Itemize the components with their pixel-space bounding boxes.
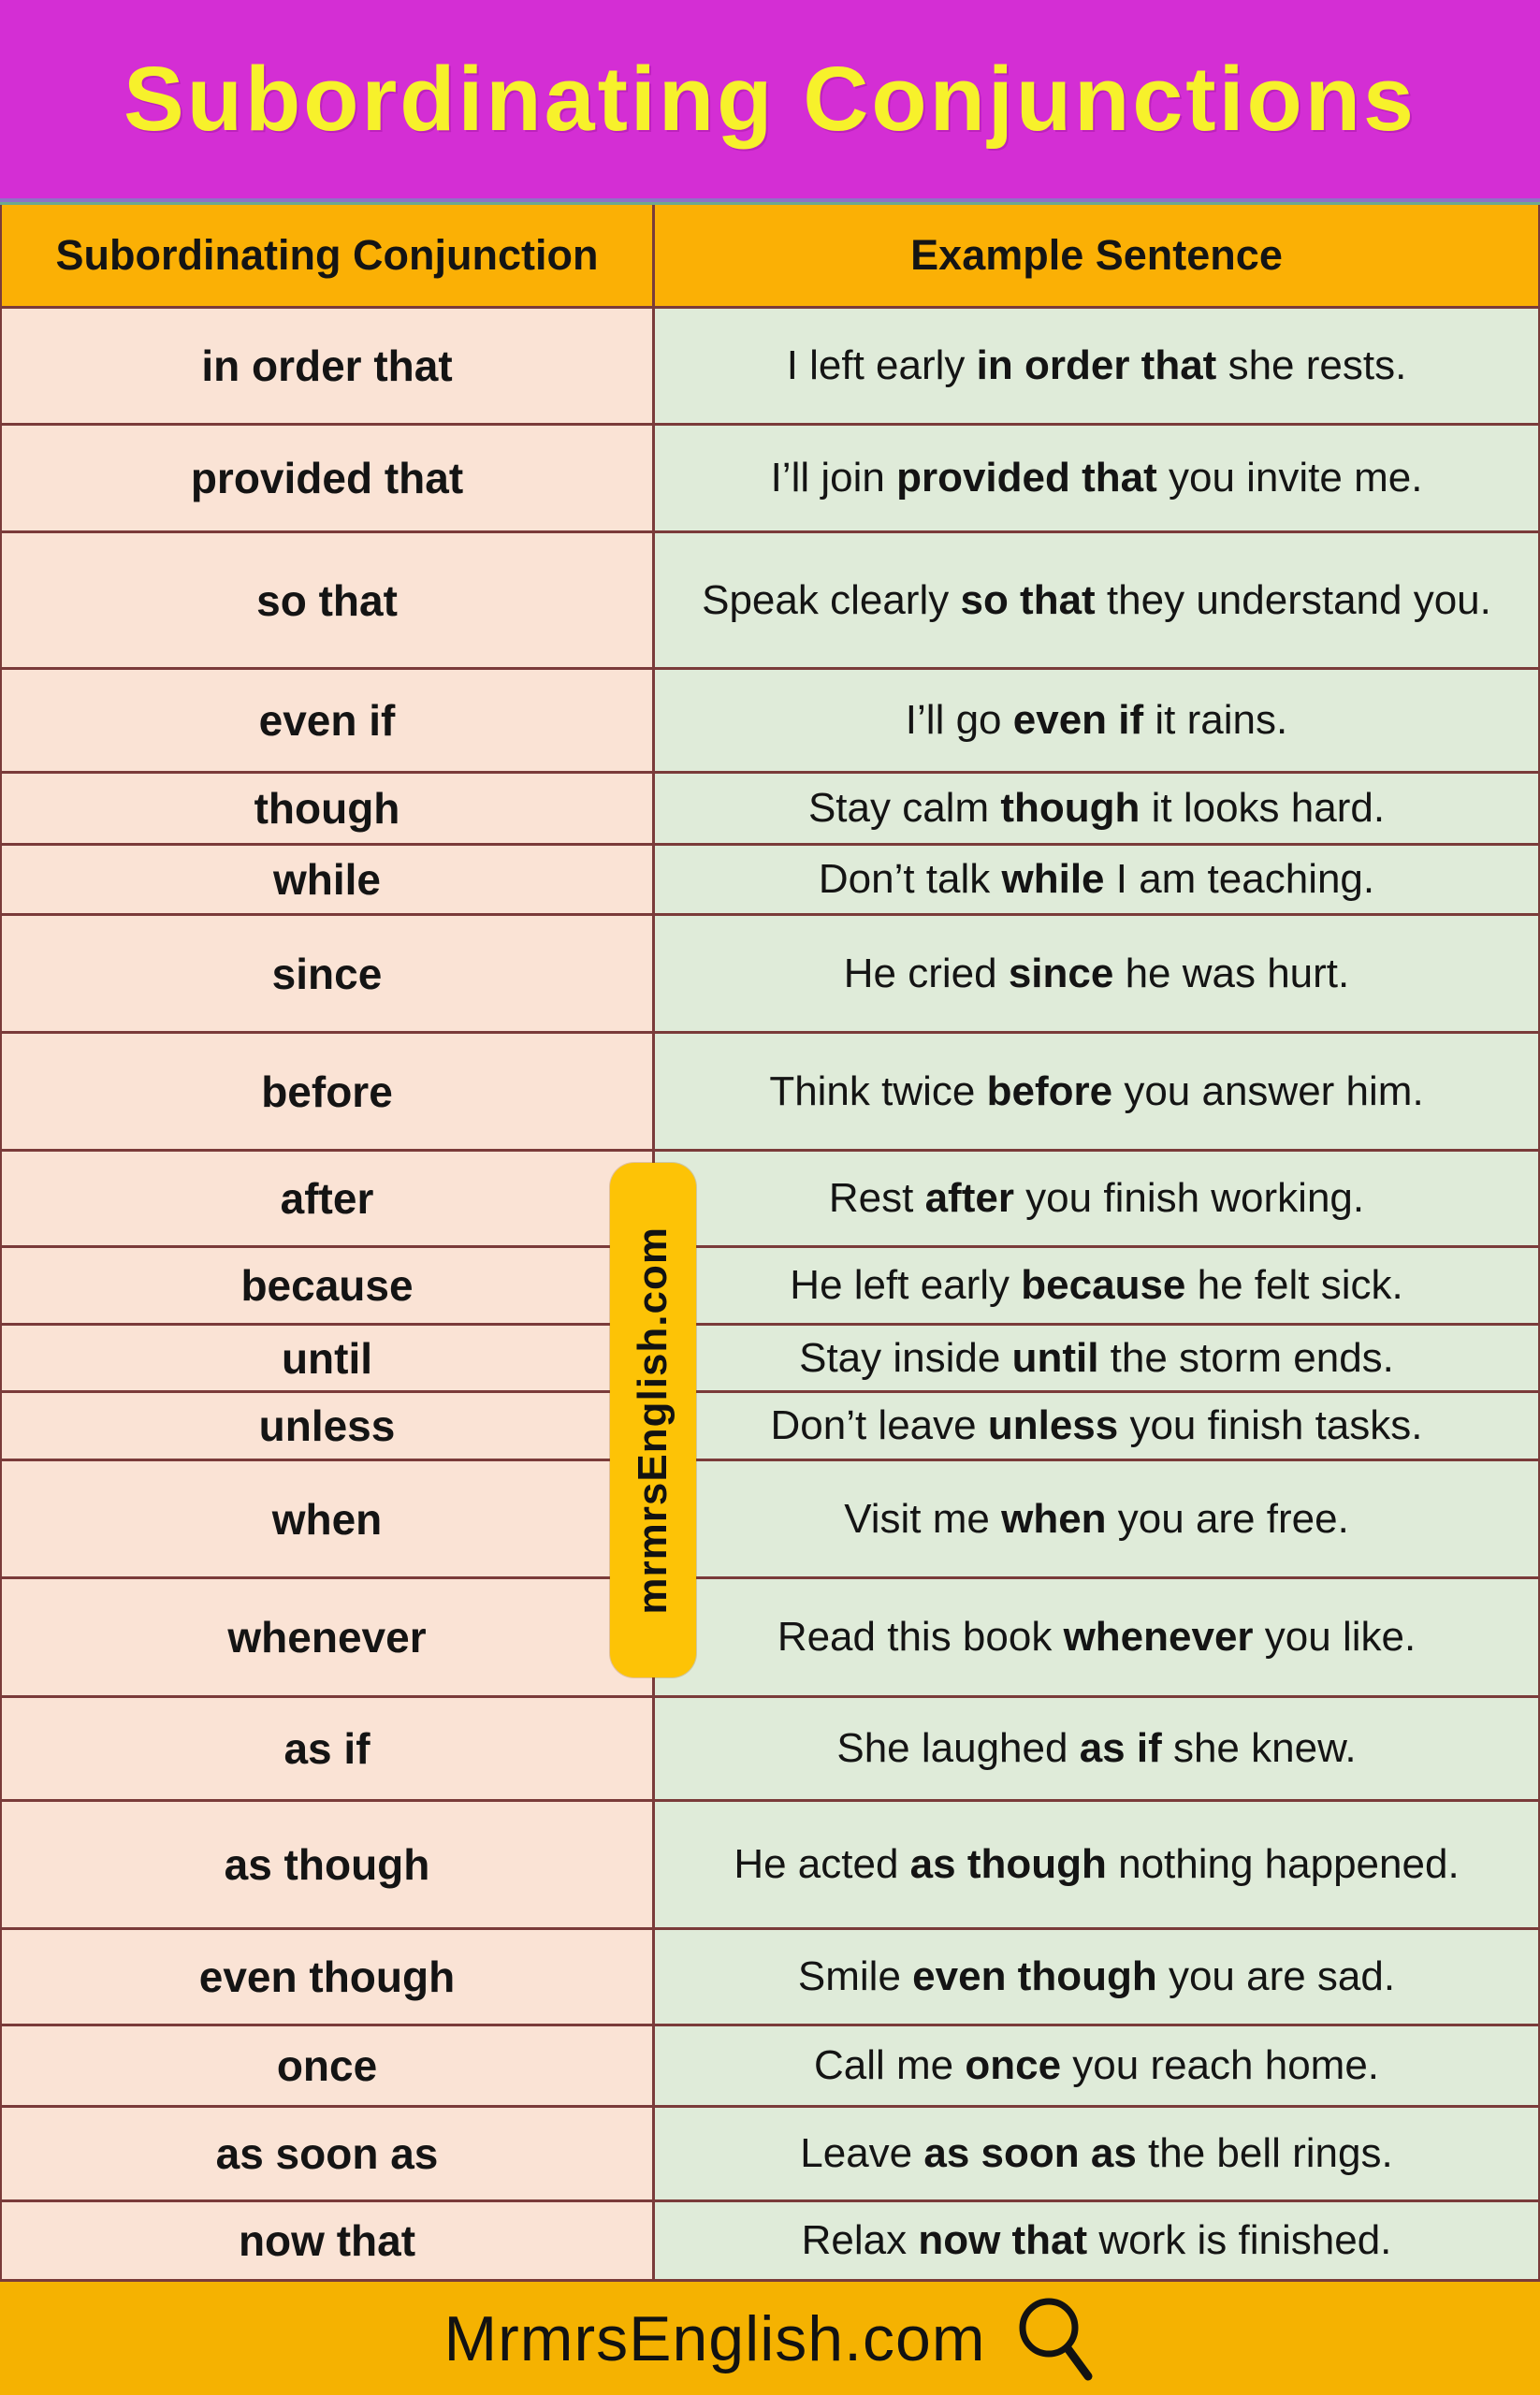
conjunction-cell bbox=[2, 1579, 655, 1695]
example-cell bbox=[655, 1248, 1538, 1323]
conjunction-label: as soon as bbox=[215, 2129, 439, 2178]
table-row bbox=[2, 2202, 1538, 2282]
title-banner bbox=[0, 0, 1540, 198]
header-example: Example Sentence bbox=[910, 231, 1283, 279]
search-icon bbox=[1013, 2294, 1096, 2384]
conjunction-label: when bbox=[271, 1494, 383, 1544]
conjunction-label: while bbox=[272, 855, 382, 904]
example-sentence: I left early in order that she rests. bbox=[786, 342, 1407, 389]
example-sentence: I’ll go even if it rains. bbox=[905, 697, 1288, 744]
table-row bbox=[2, 1393, 1538, 1461]
example-cell bbox=[655, 2202, 1538, 2279]
example-cell bbox=[655, 309, 1538, 423]
footer-site-label: MrmrsEnglish.com bbox=[443, 2302, 986, 2374]
table-row bbox=[2, 426, 1538, 533]
example-sentence: He left early because he felt sick. bbox=[790, 1262, 1403, 1309]
conjunction-cell bbox=[2, 1461, 655, 1576]
table-row bbox=[2, 1461, 1538, 1579]
conjunction-cell bbox=[2, 916, 655, 1031]
example-cell bbox=[655, 1152, 1538, 1245]
table-row bbox=[2, 1930, 1538, 2026]
header-conjunction: Subordinating Conjunction bbox=[2, 205, 655, 306]
example-cell bbox=[655, 1930, 1538, 2024]
conjunction-label: as though bbox=[224, 1840, 430, 1889]
example-sentence: Rest after you finish working. bbox=[828, 1175, 1365, 1222]
example-cell bbox=[655, 774, 1538, 843]
table-row bbox=[2, 533, 1538, 670]
watermark-badge bbox=[610, 1163, 696, 1677]
example-sentence: Relax now that work is finished. bbox=[801, 2217, 1392, 2264]
example-cell bbox=[655, 1579, 1538, 1695]
table-row bbox=[2, 916, 1538, 1034]
example-cell bbox=[655, 846, 1538, 913]
conjunction-label: even if bbox=[258, 696, 396, 745]
conjunction-cell bbox=[2, 1152, 655, 1245]
table-row bbox=[2, 2108, 1538, 2202]
conjunction-label: whenever bbox=[227, 1613, 427, 1662]
conjunction-label: because bbox=[240, 1261, 414, 1310]
example-cell bbox=[655, 1461, 1538, 1576]
conjunction-cell bbox=[2, 309, 655, 423]
conjunction-label: so that bbox=[256, 575, 398, 625]
conjunction-label: after bbox=[280, 1174, 374, 1223]
example-sentence: I’ll join provided that you invite me. bbox=[770, 455, 1423, 501]
conjunction-label: as if bbox=[283, 1724, 370, 1773]
table-row bbox=[2, 1579, 1538, 1698]
table-row bbox=[2, 1326, 1538, 1393]
example-sentence: He cried since he was hurt. bbox=[843, 950, 1350, 996]
table-row bbox=[2, 1698, 1538, 1802]
conjunction-cell bbox=[2, 426, 655, 530]
example-sentence: Speak clearly so that they understand you. bbox=[702, 576, 1491, 623]
example-cell bbox=[655, 1326, 1538, 1390]
conjunction-cell bbox=[2, 1034, 655, 1149]
example-cell bbox=[655, 1698, 1538, 1799]
table-row bbox=[2, 309, 1538, 426]
table-row bbox=[2, 2026, 1538, 2108]
table-row bbox=[2, 670, 1538, 774]
conjunction-label: once bbox=[276, 2041, 378, 2090]
table-row bbox=[2, 1248, 1538, 1326]
table-row bbox=[2, 774, 1538, 846]
table-row bbox=[2, 1034, 1538, 1152]
table-row bbox=[2, 846, 1538, 916]
example-cell bbox=[655, 1802, 1538, 1927]
table-row bbox=[2, 1152, 1538, 1248]
conjunction-cell bbox=[2, 2202, 655, 2279]
conjunction-label: until bbox=[281, 1333, 373, 1383]
table-body bbox=[2, 309, 1538, 2282]
conjunction-cell bbox=[2, 846, 655, 913]
example-sentence: Stay calm though it looks hard. bbox=[807, 785, 1386, 832]
conjunction-cell bbox=[2, 1802, 655, 1927]
conjunction-cell bbox=[2, 1930, 655, 2024]
conjunctions-table bbox=[0, 205, 1540, 2282]
example-cell bbox=[655, 533, 1538, 667]
conjunction-cell bbox=[2, 670, 655, 771]
conjunction-label: even though bbox=[198, 1952, 456, 2001]
watermark-label: mrmrsEnglish.com bbox=[630, 1226, 676, 1615]
example-cell bbox=[655, 426, 1538, 530]
conjunction-label: provided that bbox=[190, 454, 464, 502]
page-title: Subordinating Conjunctions bbox=[123, 48, 1417, 150]
example-sentence: Call me once you reach home. bbox=[813, 2042, 1380, 2089]
example-cell bbox=[655, 1034, 1538, 1149]
conjunction-label: unless bbox=[258, 1401, 396, 1450]
example-sentence: He acted as though nothing happened. bbox=[734, 1841, 1460, 1888]
conjunction-cell bbox=[2, 1326, 655, 1390]
example-cell bbox=[655, 670, 1538, 771]
example-cell bbox=[655, 916, 1538, 1031]
conjunction-cell bbox=[2, 1393, 655, 1459]
conjunction-label: though bbox=[254, 784, 400, 833]
table-header-row bbox=[2, 205, 1538, 309]
conjunction-label: before bbox=[261, 1067, 393, 1116]
conjunction-cell bbox=[2, 533, 655, 667]
table-row bbox=[2, 1802, 1538, 1930]
conjunction-label: since bbox=[271, 949, 383, 998]
example-sentence: Don’t leave unless you finish tasks. bbox=[770, 1402, 1423, 1449]
example-sentence: Visit me when you are free. bbox=[844, 1495, 1349, 1542]
conjunction-cell bbox=[2, 1248, 655, 1323]
example-sentence: She laughed as if she knew. bbox=[836, 1725, 1357, 1772]
conjunction-cell bbox=[2, 774, 655, 843]
example-sentence: Don’t talk while I am teaching. bbox=[818, 856, 1375, 903]
conjunction-label: in order that bbox=[201, 341, 453, 390]
example-sentence: Stay inside until the storm ends. bbox=[799, 1334, 1394, 1381]
example-sentence: Read this book whenever you like. bbox=[777, 1614, 1417, 1661]
example-cell bbox=[655, 1393, 1538, 1459]
conjunction-cell bbox=[2, 2026, 655, 2105]
conjunction-cell bbox=[2, 2108, 655, 2199]
example-sentence: Smile even though you are sad. bbox=[797, 1953, 1396, 2000]
example-cell bbox=[655, 2108, 1538, 2199]
example-sentence: Think twice before you answer him. bbox=[769, 1067, 1424, 1114]
conjunction-cell bbox=[2, 1698, 655, 1799]
example-cell bbox=[655, 2026, 1538, 2105]
footer-bar bbox=[0, 2282, 1540, 2395]
example-sentence: Leave as soon as the bell rings. bbox=[800, 2130, 1393, 2177]
conjunction-label: now that bbox=[238, 2216, 416, 2265]
